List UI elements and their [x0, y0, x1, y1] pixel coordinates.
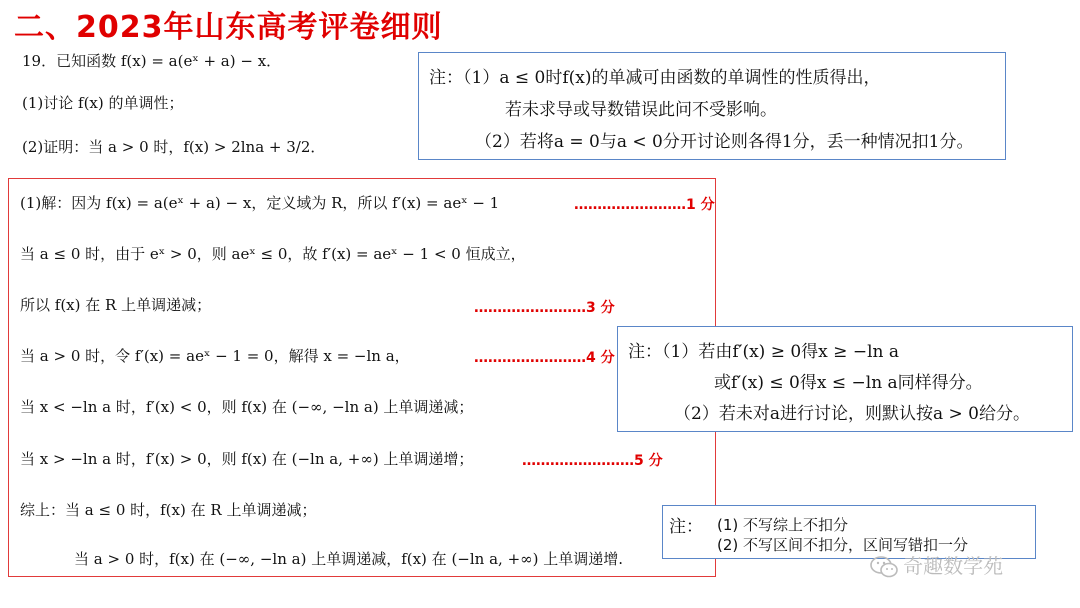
score-3: ……………………3 分 — [474, 300, 615, 316]
note3-label: 注： — [669, 517, 703, 537]
note3-line-2: (2) 不写区间不扣分，区间写错扣一分 — [717, 536, 969, 554]
note2-line-3: （2）若未对a进行讨论，则默认按a > 0给分。 — [674, 404, 1030, 424]
note3-line-1: (1) 不写综上不扣分 — [717, 516, 849, 534]
question-line-1: 19．已知函数 f(x) = a(eˣ + a) − x． — [22, 52, 282, 70]
score-4: ……………………4 分 — [474, 350, 615, 366]
question-line-2: (1)讨论 f(x) 的单调性； — [22, 94, 184, 112]
watermark-text: 奇趣数学苑 — [903, 554, 1004, 578]
watermark — [870, 550, 1003, 582]
score-1: ……………………1 分 — [574, 197, 715, 213]
solution-line-2: 当 a ≤ 0 时，由于 eˣ > 0，则 aeˣ ≤ 0，故 f′(x) = aeˣ − 1 < 0 恒成立， — [20, 245, 526, 263]
solution-line-1: (1)解：因为 f(x) = a(eˣ + a) − x，定义域为 R，所以 f′(x) = aeˣ − 1 — [20, 194, 500, 212]
note2-line-2: 或f′(x) ≤ 0得x ≤ −ln a同样得分。 — [714, 373, 983, 393]
note2-line-1: 注：（1）若由f′(x) ≥ 0得x ≥ −ln a — [628, 342, 899, 362]
solution-line-3: 所以 f(x) 在 R 上单调递减； — [20, 296, 212, 314]
solution-line-5: 当 x < −ln a 时，f′(x) < 0，则 f(x) 在 (−∞, −ln a) 上单调递减； — [20, 398, 474, 416]
page-title: 二、2023年山东高考评卷细则 — [14, 10, 443, 45]
solution-line-4: 当 a > 0 时，令 f′(x) = aeˣ − 1 = 0，解得 x = −ln a， — [20, 347, 410, 365]
note-box-1 — [418, 52, 1006, 160]
score-5: ……………………5 分 — [522, 453, 663, 469]
note1-line-2: 若未求导或导数错误此问不受影响。 — [505, 100, 777, 120]
note-box-2 — [617, 326, 1073, 432]
solution-line-8: 当 a > 0 时，f(x) 在 (−∞, −ln a) 上单调递减，f(x) 在 (−ln a, +∞) 上单调递增. — [74, 550, 624, 568]
wechat-icon — [870, 556, 898, 582]
note1-line-3: （2）若将a = 0与a < 0分开讨论则各得1分，丢一种情况扣1分。 — [475, 132, 974, 152]
question-line-3: (2)证明：当 a > 0 时，f(x) > 2lna + 3/2． — [22, 138, 326, 156]
solution-line-7: 综上：当 a ≤ 0 时，f(x) 在 R 上单调递减； — [20, 501, 317, 519]
solution-line-6: 当 x > −ln a 时，f′(x) > 0，则 f(x) 在 (−ln a, +∞) 上单调递增； — [20, 450, 474, 468]
note1-line-1: 注：（1）a ≤ 0时f(x)的单减可由函数的单调性的性质得出， — [429, 68, 881, 88]
